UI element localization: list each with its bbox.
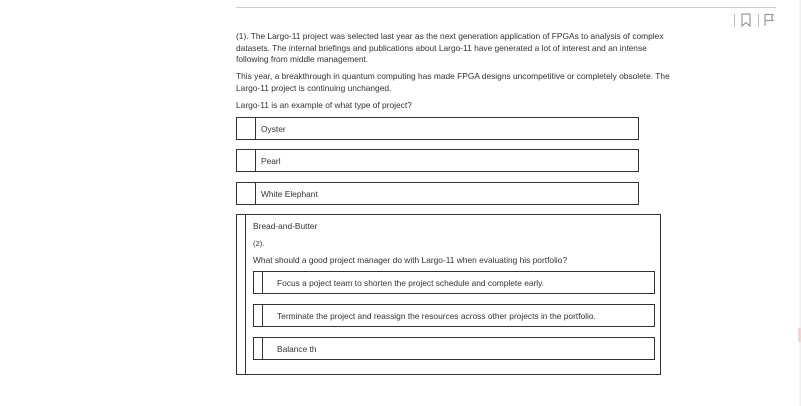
answer-option-white-elephant[interactable] bbox=[236, 182, 639, 205]
answer-option-pearl[interactable] bbox=[236, 149, 639, 172]
option-divider bbox=[245, 215, 246, 374]
top-divider bbox=[236, 7, 776, 8]
option-checkbox[interactable] bbox=[254, 272, 263, 293]
option-checkbox[interactable] bbox=[254, 338, 263, 359]
question-1-prompt: Largo-11 is an example of what type of project? bbox=[236, 100, 412, 110]
toolbar-separator bbox=[734, 14, 735, 27]
question-1-intro: (1). The Largo-11 project was selected last year as the next generation application of FPGAs to analysis of complex datasets. The internal briefings and publications about Largo-11 have generated a lot of interest and an intense following from middle management. bbox=[236, 31, 664, 64]
bookmark-icon[interactable] bbox=[740, 13, 754, 29]
option-label: Terminate the project and reassign the resources across other projects in the portfolio. bbox=[277, 310, 596, 321]
option-label: Bread-and-Butter bbox=[253, 221, 318, 231]
question-2-prompt: What should a good project manager do with Largo-11 when evaluating his portfolio? bbox=[253, 255, 568, 265]
option-checkbox[interactable] bbox=[237, 118, 256, 139]
question-toolbar bbox=[734, 13, 778, 29]
option-label: Balance th bbox=[277, 343, 317, 354]
option-label: White Elephant bbox=[261, 188, 318, 199]
answer-option-oyster[interactable] bbox=[236, 117, 639, 140]
option-label: Pearl bbox=[261, 155, 281, 166]
answer-option-balance[interactable] bbox=[253, 337, 655, 360]
option-checkbox[interactable] bbox=[237, 150, 256, 171]
question-1-update: This year, a breakthrough in quantum computing has made FPGA designs uncompetitive or completely obsolete. The Largo-11 project is continuing unchanged. bbox=[236, 71, 670, 93]
flag-icon[interactable] bbox=[763, 13, 777, 29]
question-2-number: (2). bbox=[253, 239, 265, 248]
answer-option-focus-team[interactable] bbox=[253, 271, 655, 294]
toolbar-separator bbox=[758, 14, 759, 27]
answer-option-bread-and-butter[interactable] bbox=[236, 214, 661, 375]
option-label: Oyster bbox=[261, 123, 286, 134]
option-label: Focus a poject team to shorten the project schedule and complete early. bbox=[277, 277, 545, 288]
option-checkbox[interactable] bbox=[237, 183, 256, 204]
option-checkbox[interactable] bbox=[254, 305, 263, 326]
answer-option-terminate-project[interactable] bbox=[253, 304, 655, 327]
